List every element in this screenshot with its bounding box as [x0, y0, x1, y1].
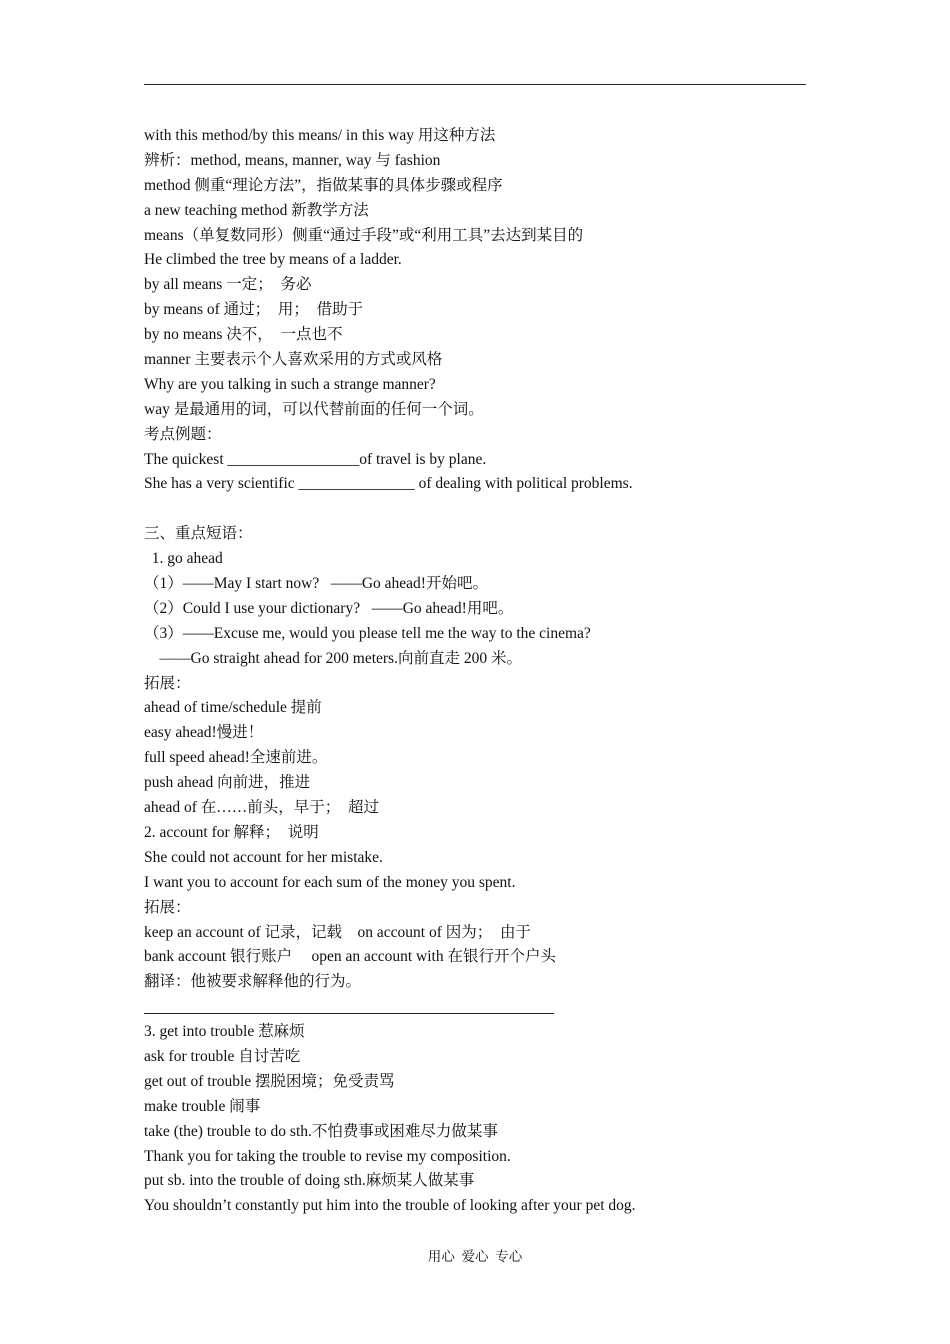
text-line: make trouble 闹事	[144, 1097, 261, 1115]
section-label: 拓展：	[144, 898, 191, 916]
text-line: （1）——May I start now? ——Go ahead!开始吧。	[144, 575, 488, 593]
text-line: ahead of time/schedule 提前	[144, 699, 322, 717]
text-line: ask for trouble 自讨苦吃	[144, 1047, 301, 1065]
text-line: I want you to account for each sum of the money you spent.	[144, 873, 516, 891]
blank-line	[144, 497, 824, 522]
text-line: （3）——Excuse me, would you please tell me the way to the cinema?	[144, 624, 591, 642]
text-line: He climbed the tree by means of a ladder.	[144, 251, 402, 269]
exercise-line: The quickest _________________of travel is by plane.	[144, 450, 487, 468]
text-line: 辨析：method, means, manner, way 与 fashion	[144, 151, 441, 169]
document-body	[144, 124, 824, 1219]
text-line: get out of trouble 摆脱困境；免受责骂	[144, 1072, 395, 1090]
answer-blank-rule	[144, 1013, 554, 1014]
text-line: ——Go straight ahead for 200 meters.向前直走 200 米。	[144, 649, 522, 667]
text-line: method 侧重“理论方法”，指做某事的具体步骤或程序	[144, 176, 503, 194]
text-line: way 是最通用的词，可以代替前面的任何一个词。	[144, 400, 484, 418]
text-line: manner 主要表示个人喜欢采用的方式或风格	[144, 351, 443, 369]
text-line: ahead of 在……前头，早于； 超过	[144, 799, 380, 817]
section-label: 考点例题：	[144, 425, 222, 443]
exercise-line: She has a very scientific _______________ of dealing with political problems.	[144, 475, 633, 493]
text-line: full speed ahead!全速前进。	[144, 749, 328, 767]
header-rule	[144, 84, 806, 85]
text-line: She could not account for her mistake.	[144, 848, 383, 866]
phrase-heading: 3. get into trouble 惹麻烦	[144, 1023, 305, 1041]
translation-prompt: 翻译：他被要求解释他的行为。	[144, 973, 362, 991]
text-line: by means of 通过； 用； 借助于	[144, 301, 364, 319]
phrase-heading: 1. go ahead	[144, 550, 223, 568]
text-line: with this method/by this means/ in this way 用这种方法	[144, 127, 496, 144]
section-heading: 三、重点短语：	[144, 525, 253, 543]
text-line: a new teaching method 新教学方法	[144, 201, 369, 219]
text-line: by all means 一定； 务必	[144, 276, 312, 294]
text-line: You shouldn’t constantly put him into the trouble of looking after your pet dog.	[144, 1197, 636, 1215]
text-line: by no means 决不， 一点也不	[144, 326, 343, 344]
text-line: put sb. into the trouble of doing sth.麻烦某人做某事	[144, 1172, 475, 1190]
text-line: Thank you for taking the trouble to revise my composition.	[144, 1147, 511, 1165]
page-footer: 用心 爱心 专心	[427, 1249, 523, 1264]
text-line: Why are you talking in such a strange manner?	[144, 375, 436, 393]
section-label: 拓展：	[144, 674, 191, 692]
text-line: （2）Could I use your dictionary? ——Go ahead!用吧。	[144, 599, 514, 617]
answer-line	[144, 995, 824, 1020]
text-line: push ahead 向前进，推进	[144, 774, 311, 792]
text-line: bank account 银行账户 open an account with 在银行开个户头	[144, 948, 556, 966]
text-line: easy ahead!慢进！	[144, 724, 264, 742]
phrase-heading: 2. account for 解释； 说明	[144, 823, 319, 841]
text-line: means（单复数同形）侧重“通过手段”或“利用工具”去达到某目的	[144, 226, 584, 244]
text-line: keep an account of 记录，记载 on account of 因为； 由于	[144, 923, 531, 941]
text-line: take (the) trouble to do sth.不怕费事或困难尽力做某事	[144, 1122, 498, 1140]
